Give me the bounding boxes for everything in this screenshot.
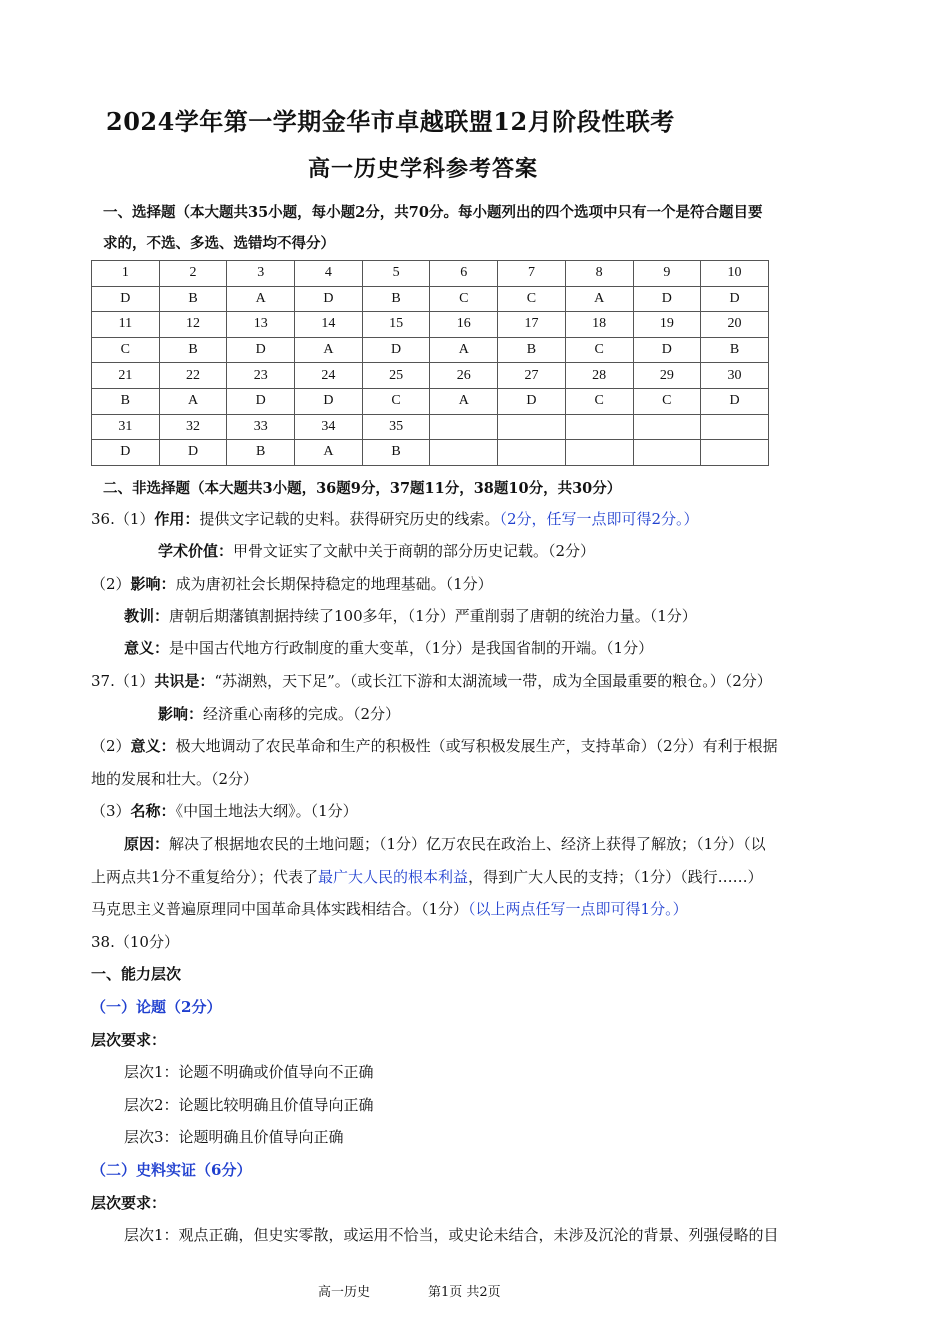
table-cell: B [362, 286, 430, 312]
table-cell [633, 414, 701, 440]
table-cell: 8 [565, 261, 633, 287]
q37-text-meaning: 极大地调动了农民革命和生产的积极性（或写积极发展生产，支持革命）（2分）有利于根据 [175, 737, 778, 755]
table-cell: B [92, 388, 160, 414]
q37-line3 [91, 735, 778, 756]
q37-text-name: 《中国土地法大纲》。（1分） [175, 802, 358, 820]
q37-line8 [91, 898, 688, 919]
q38-level3: 层次3：论题明确且价值导向正确 [124, 1128, 344, 1146]
q37-label-consensus: 共识是： [154, 672, 215, 690]
table-cell: B [159, 337, 227, 363]
table-cell: C [565, 337, 633, 363]
q36-text-function: 提供文字记载的史料。获得研究历史的线索。 [199, 510, 500, 528]
footer-subject: 高一历史 [318, 1285, 371, 1300]
q36-label-impact: 影响： [130, 575, 176, 593]
table-cell: 6 [430, 261, 498, 287]
table-cell: 33 [227, 414, 295, 440]
q36-note-function: （2分，任写一点即可得2分。） [499, 510, 699, 528]
table-row-answers [92, 286, 769, 312]
table-cell [498, 414, 566, 440]
table-cell: D [295, 286, 363, 312]
table-cell: A [565, 286, 633, 312]
table-row-answers [92, 388, 769, 414]
table-cell: A [295, 440, 363, 466]
table-cell: 31 [92, 414, 160, 440]
table-cell: D [227, 388, 295, 414]
q37-text-line8: 马克思主义普遍原理同中国革命具体实践相结合。（1分） [91, 900, 469, 918]
table-cell: 10 [701, 261, 769, 287]
q37-text-line7a: 上两点共1分不重复给分）；代表了 [91, 868, 319, 886]
q36-label-lesson: 教训： [124, 607, 170, 625]
table-cell: C [565, 388, 633, 414]
table-cell: 32 [159, 414, 227, 440]
q37-number: 37.（1） [91, 672, 155, 690]
q36-text-value: 甲骨文证实了文献中关于商朝的部分历史记载。（2分） [233, 542, 596, 560]
table-cell: D [227, 337, 295, 363]
q37-label-name: 名称： [130, 802, 176, 820]
table-cell: D [92, 440, 160, 466]
table-row-numbers [92, 312, 769, 338]
table-cell: 20 [701, 312, 769, 338]
section1-heading-line1: 一、选择题（本大题共35小题，每小题2分，共70分。每小题列出的四个选项中只有一个是符合题目要 [103, 204, 763, 221]
table-cell: D [92, 286, 160, 312]
table-cell: 23 [227, 363, 295, 389]
table-cell: 35 [362, 414, 430, 440]
table-cell: D [633, 337, 701, 363]
q36-number: 36.（1） [91, 510, 155, 528]
answer-table [91, 260, 769, 466]
section2-heading: 二、非选择题（本大题共3小题，36题9分，37题11分，38题10分，共30分） [103, 480, 622, 497]
q38-sub1-heading: （一）论题（2分） [91, 998, 222, 1016]
q36-line1 [91, 508, 699, 529]
table-cell: 30 [701, 363, 769, 389]
table-cell: 34 [295, 414, 363, 440]
table-cell: A [159, 388, 227, 414]
table-cell: D [633, 286, 701, 312]
q38-level1: 层次1：论题不明确或价值导向不正确 [124, 1063, 374, 1081]
table-cell: 27 [498, 363, 566, 389]
table-cell: C [633, 388, 701, 414]
table-cell: B [362, 440, 430, 466]
document-subtitle: 高一历史学科参考答案 [308, 156, 539, 182]
table-cell: 24 [295, 363, 363, 389]
table-cell: 16 [430, 312, 498, 338]
table-cell: 19 [633, 312, 701, 338]
q36-label-meaning: 意义： [124, 639, 170, 657]
q36-line4 [124, 605, 697, 626]
q37-line4: 地的发展和壮大。（2分） [91, 770, 259, 788]
table-cell: 1 [92, 261, 160, 287]
q37-highlight-interest: 最广大人民的根本利益 [318, 868, 469, 886]
table-cell: D [295, 388, 363, 414]
q37-label-impact: 影响： [158, 705, 204, 723]
table-cell: 7 [498, 261, 566, 287]
q37-text-line7b: ，得到广大人民的支持；（1分）（践行……） [468, 868, 763, 886]
table-cell [498, 440, 566, 466]
q37-note-line8: （以上两点任写一点即可得1分。） [468, 900, 688, 918]
table-cell: 12 [159, 312, 227, 338]
table-cell: C [362, 388, 430, 414]
table-cell: 21 [92, 363, 160, 389]
q37-line5 [91, 800, 358, 821]
table-cell: 4 [295, 261, 363, 287]
table-row-numbers [92, 261, 769, 287]
table-cell [701, 414, 769, 440]
q37-text-consensus: “苏湖熟，天下足”。（或长江下游和太湖流域一带，成为全国最重要的粮仓。）（2分） [214, 672, 772, 690]
table-cell [430, 414, 498, 440]
table-cell: B [498, 337, 566, 363]
table-cell: C [92, 337, 160, 363]
table-cell: 9 [633, 261, 701, 287]
table-cell [430, 440, 498, 466]
table-row-answers [92, 337, 769, 363]
q36-label-function: 作用： [154, 510, 200, 528]
table-cell: 3 [227, 261, 295, 287]
table-cell: B [227, 440, 295, 466]
table-row-numbers [92, 363, 769, 389]
q38-level4: 层次1：观点正确，但史实零散，或运用不恰当，或史论未结合，未涉及沉沦的背景、列强侵略的目 [124, 1226, 779, 1244]
table-cell: D [362, 337, 430, 363]
q36-line2 [158, 540, 595, 561]
table-cell: 11 [92, 312, 160, 338]
table-cell: B [159, 286, 227, 312]
table-cell: C [498, 286, 566, 312]
table-cell: 29 [633, 363, 701, 389]
q37-part2-number: （2） [91, 737, 131, 755]
table-cell: 22 [159, 363, 227, 389]
q37-text-impact: 经济重心南移的完成。（2分） [203, 705, 401, 723]
section1-heading-line2: 求的，不选、多选、选错均不得分） [103, 235, 335, 252]
q38-sub2-heading: （二）史料实证（6分） [91, 1161, 252, 1179]
q38-heading: 38.（10分） [91, 933, 179, 951]
table-cell: 18 [565, 312, 633, 338]
table-cell [633, 440, 701, 466]
q37-line7 [91, 866, 763, 887]
table-cell: 26 [430, 363, 498, 389]
q37-part3-number: （3） [91, 802, 131, 820]
q37-label-reason: 原因： [124, 835, 170, 853]
q37-line6 [124, 833, 766, 854]
table-row-numbers [92, 414, 769, 440]
table-cell: A [430, 337, 498, 363]
q38-part1-heading: 一、能力层次 [91, 965, 182, 983]
table-cell [565, 414, 633, 440]
q38-req2-label: 层次要求： [91, 1194, 167, 1212]
table-cell: 14 [295, 312, 363, 338]
table-cell: 5 [362, 261, 430, 287]
table-cell: 2 [159, 261, 227, 287]
q38-level2: 层次2：论题比较明确且价值导向正确 [124, 1096, 374, 1114]
table-cell: D [159, 440, 227, 466]
table-cell: D [498, 388, 566, 414]
q36-text-meaning: 是中国古代地方行政制度的重大变革，（1分）是我国省制的开端。（1分） [169, 639, 654, 657]
q38-req1-label: 层次要求： [91, 1031, 167, 1049]
q36-text-lesson: 唐朝后期藩镇割据持续了100多年，（1分）严重削弱了唐朝的统治力量。（1分） [169, 607, 697, 625]
table-cell: D [701, 286, 769, 312]
table-cell: C [430, 286, 498, 312]
q37-line1 [91, 670, 772, 691]
table-cell: A [227, 286, 295, 312]
q36-label-value: 学术价值： [158, 542, 234, 560]
table-cell: A [295, 337, 363, 363]
table-cell: 15 [362, 312, 430, 338]
q36-text-impact: 成为唐初社会长期保持稳定的地理基础。（1分） [175, 575, 493, 593]
table-cell: 13 [227, 312, 295, 338]
q37-line2 [158, 703, 400, 724]
q36-part2-number: （2） [91, 575, 131, 593]
q36-line5 [124, 637, 653, 658]
table-cell [565, 440, 633, 466]
table-cell [701, 440, 769, 466]
q37-text-reason: 解决了根据地农民的土地问题；（1分）亿万农民在政治上、经济上获得了解放；（1分）（以 [169, 835, 766, 853]
table-cell: D [701, 388, 769, 414]
document-title: 2024学年第一学期金华市卓越联盟12月阶段性联考 [106, 107, 675, 136]
table-cell: A [430, 388, 498, 414]
table-cell: 28 [565, 363, 633, 389]
footer-page-number: 第1页 共2页 [428, 1285, 501, 1300]
q36-line3 [91, 573, 493, 594]
table-cell: B [701, 337, 769, 363]
q37-label-meaning: 意义： [130, 737, 176, 755]
table-cell: 25 [362, 363, 430, 389]
table-cell: 17 [498, 312, 566, 338]
table-row-answers [92, 440, 769, 466]
